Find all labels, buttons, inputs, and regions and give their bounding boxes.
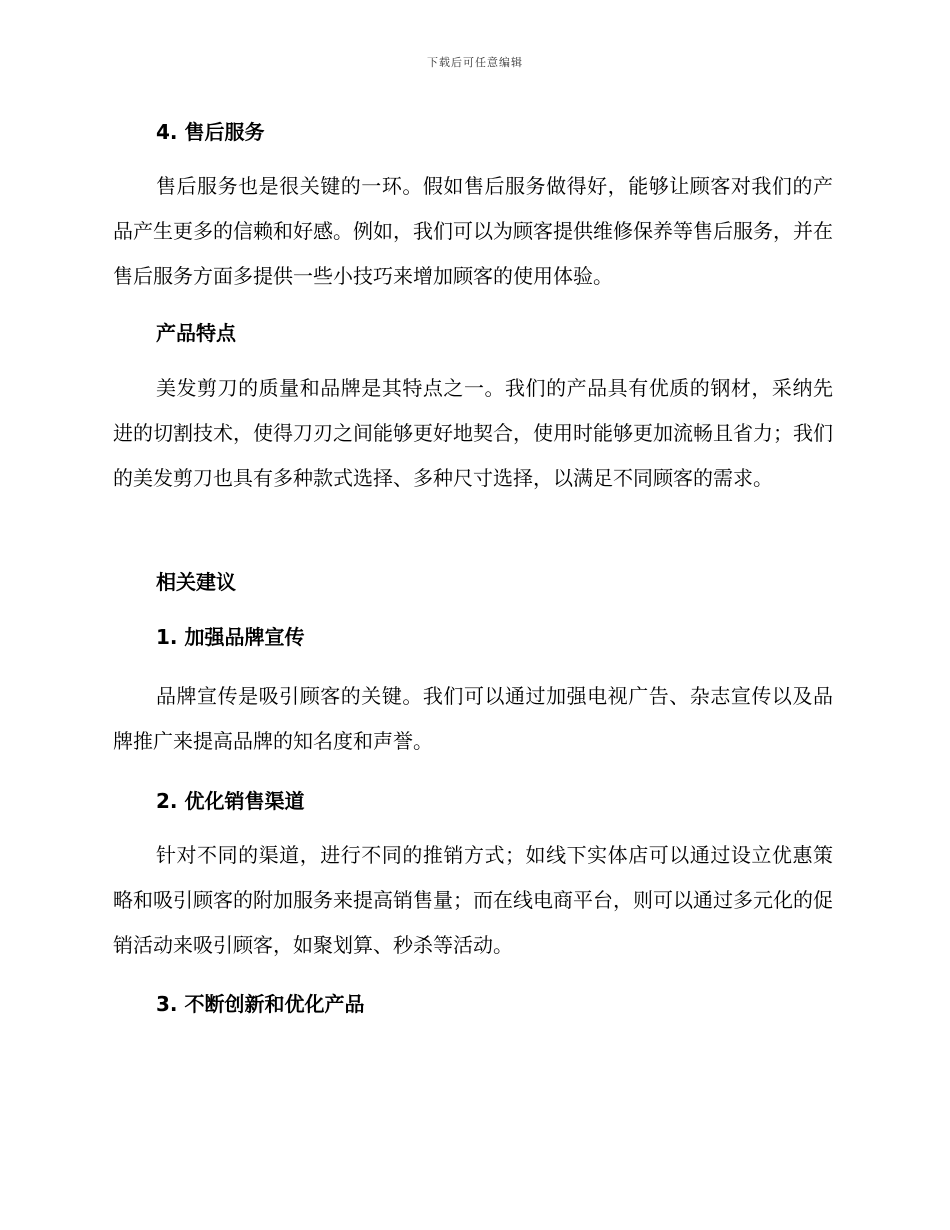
section-paragraph-after-sales: 售后服务也是很关键的一环。假如售后服务做得好，能够让顾客对我们的产品产生更多的信赖和好感。例如，我们可以为顾客提供维修保养等售后服务，并在售后服务方面多提供一些小技巧来增加顾客的使用体验。 bbox=[113, 174, 833, 288]
page-header: 下载后可任意编辑 bbox=[427, 56, 523, 69]
section-heading-suggestions: 相关建议 bbox=[156, 570, 236, 594]
section-paragraph-brand-promotion: 品牌宣传是吸引顾客的关键。我们可以通过加强电视广告、杂志宣传以及品牌推广来提高品牌的知名度和声誉。 bbox=[113, 684, 833, 753]
section-paragraph-sales-channels: 针对不同的渠道，进行不同的推销方式；如线下实体店可以通过设立优惠策略和吸引顾客的附加服务来提高销售量；而在线电商平台，则可以通过多元化的促销活动来吸引顾客，如聚划算、秒杀等活动。 bbox=[113, 843, 833, 957]
section-heading-brand-promotion: 1. 加强品牌宣传 bbox=[156, 625, 305, 649]
section-heading-product-features: 产品特点 bbox=[156, 321, 236, 345]
section-heading-sales-channels: 2. 优化销售渠道 bbox=[156, 789, 305, 813]
section-heading-after-sales: 4. 售后服务 bbox=[156, 120, 265, 144]
section-paragraph-product-features: 美发剪刀的质量和品牌是其特点之一。我们的产品具有优质的钢材，采纳先进的切割技术，使得刀刃之间能够更好地契合，使用时能够更加流畅且省力；我们的美发剪刀也具有多种款式选择、多种尺寸选择，以满足不同顾客的需求。 bbox=[113, 376, 833, 490]
section-heading-innovation: 3. 不断创新和优化产品 bbox=[156, 992, 365, 1016]
